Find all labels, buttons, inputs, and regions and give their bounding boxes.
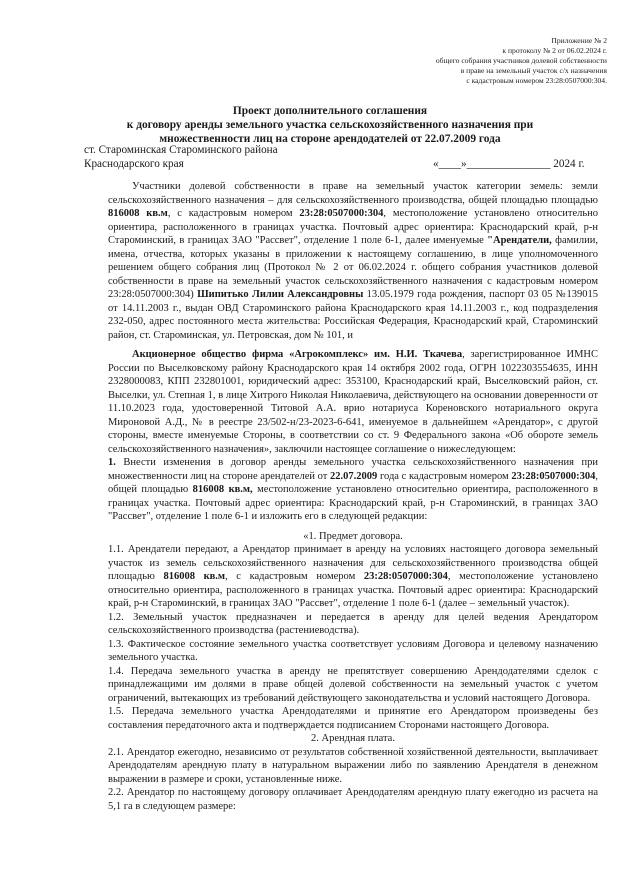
appendix-note: [347, 36, 607, 86]
appendix-line: общего собрания участников долевой собственности: [435, 56, 607, 65]
clause-1-4: 1.4. Передача земельного участка в аренду не препятствует совершению Арендодателями сделок с принадлежащими им долями в праве общей долевой собственности на земельный участок с учетом ограничений, вытекающих из требований действующего законодательства и условий настоящего Договора.: [108, 665, 598, 704]
title-line: множественности лиц на стороне арендодателей от 22.07.2009 года: [159, 133, 501, 145]
text-run: Внести изменения в договор аренды земельного участка сельскохозяйственного назначения при множественности лиц на стороне арендателей от: [108, 457, 598, 482]
signing-date: «____»_______________ 2024 г.: [433, 158, 585, 170]
clause-number: 1.: [108, 457, 116, 468]
text-run: 1.1. Арендатели передают, а Арендатор принимает в аренду на условиях настоящего договора земельный участок из земель сельскохозяйственного назначения для сельскохозяйственного производства общей площадью: [108, 544, 598, 582]
company-paragraph: [108, 348, 598, 456]
clause-2-1: 2.1. Арендатор ежегодно, независимо от результатов собственной хозяйственной деятельности, выплачивает Арендодателям арендную плату в натуральном выражении либо по заявлению Арендателя в денежном выражении в размере и сроки, установленные ниже.: [108, 746, 598, 785]
clause-1-2: 1.2. Земельный участок предназначен и передается в аренду для целей ведения Арендатором сельскохозяйственного производства (растениеводства).: [108, 611, 598, 636]
document-body: [108, 180, 598, 813]
appendix-line: к протоколу № 2 от 06.02.2024 г.: [502, 46, 607, 55]
text-run: Участники долевой собственности в праве на земельный участок категории земель: земли сельскохозяйственного назначения – для сельскохозяйственного производства, общей площадью площадью: [108, 181, 598, 206]
clause-1-3: 1.3. Фактическое состояние земельного участка соответствует условиям Договора и целевому назначению земельного участка.: [108, 638, 598, 663]
appendix-line: Приложение № 2: [551, 36, 607, 45]
text-run: местоположение установлено относительно ориентира, расположенного в границах участка. Почтовый адрес ориентира: Краснодарский край, р-н Староминский, в границах ЗАО "Рассвет", отделение 1 поле 6-1 и изложить его в следующей редакции:: [108, 484, 598, 522]
lessors-term: "Арендатели,: [487, 235, 552, 246]
title-line: Проект дополнительного соглашения: [232, 105, 428, 117]
area-value: 816008 кв.м,: [192, 484, 253, 495]
preamble-paragraph: [108, 180, 598, 342]
area-value: 816008 кв.м: [163, 571, 226, 582]
text-run: , местоположение установлено относительно ориентира, расположенного в границах участка. Почтовый адрес ориентира: Краснодарский край, р-н Староминский, в границах ЗАО "Рассвет", отделение 1 поле 6-1, далее именуемые: [108, 208, 598, 246]
text-run: , местоположение установлено относительно ориентира, расположенного в границах участка. Почтовый адрес ориентира: Краснодарский край, р-н Староминский, в границах ЗАО "Рассвет", отделение 1 поле 6-1 (далее – земельный участок).: [108, 571, 598, 609]
area-value: 816008 кв.м: [108, 208, 168, 219]
company-name: Акционерное общество фирма «Агрокомплекс» им. Н.И. Ткачева: [132, 349, 463, 360]
text-run: , зарегистрированное ИМНС России по Выселковскому району Краснодарского края 14 октября 2002 года, ОГРН 1022303554635, ИНН 2328000083, КПП 232801001, юридический адрес: 353100, Краснодарский край, Выселковский район, ст. Выселки, ул. Степная 1, в лице Хитрого Николая Николаевича, действующего на основании доверенности от 11.10.2023 года, удостоверенной Титовой А.А. врио нотариуса Кореновского нотариального округа Мироновой А.Д., № в реестре 23/502-н/23-2023-6-641, именуемое в дальнейшем «Арендатор», с другой стороны, вместе именуемые Стороны, в соответствии со ст. 9 Федерального закона «Об обороте земель сельскохозяйственного назначения», заключили настоящее соглашение о нижеследующем:: [108, 349, 599, 455]
clause-1: [108, 456, 598, 524]
appendix-line: с кадастровым номером 23:28:0507000:304.: [466, 76, 607, 85]
clause-1-1: [108, 543, 598, 611]
text-run: фамилии, имена, отчества, которых указаны в приложении к настоящему соглашению, в лице уполномоченного решением общего собрания лиц (Протокол № 2 от 06.02.2024 г. общего собрания участников долевой собственности в праве на земельный участок сельскохозяйственного назначения с кадастровым номером 23:28:0507000:304): [108, 235, 598, 300]
title-line: к договору аренды земельного участка сельскохозяйственного назначения при: [126, 119, 534, 131]
text-run: года с кадастровым номером: [377, 470, 512, 482]
cadastral-number: 23:28:0507000:304: [299, 208, 384, 219]
document-title: [60, 104, 600, 146]
appendix-line: в праве на земельный участок с/х назначения: [460, 66, 607, 75]
section-heading: «1. Предмет договора.: [303, 530, 403, 542]
section-heading: 2. Арендная плата.: [311, 733, 395, 744]
text-run: , с кадастровым номером: [225, 571, 364, 582]
place-line: Краснодарского края: [84, 158, 184, 170]
place-line: ст. Староминская Староминского района: [84, 144, 278, 156]
place-of-signing: [84, 143, 278, 171]
clause-1-5: 1.5. Передача земельного участка Арендодателями и принятие его Арендатором произведены без составления передаточного акта и подтверждается подписанием Сторонами настоящего Договора.: [108, 706, 598, 731]
cadastral-number: 23:28:0507000:304: [363, 571, 448, 582]
text-run: , общей площадью: [108, 470, 598, 495]
text-run: 13.05.1979 года рождения, паспорт 03 05 №139015 от 14.11.2003 г., выдан ОВД Староминского района Краснодарского края 14.11.2003 г., код подразделения 232-050, адрес постоянного места жительства: Российская Федерация, Краснодарский край, Староминский район, ст. Староминская, ул. Петровская, дом № 101, и: [108, 289, 599, 341]
text-run: , с кадастровым номером: [167, 208, 300, 219]
cadastral-number: 23:28:0507000:304: [511, 470, 596, 482]
clause-2-2: 2.2. Арендатор по настоящему договору оплачивает Арендодателям арендную плату ежегодно из расчета на 5,1 га в следующем размере:: [108, 787, 598, 812]
representative-name: Шипитько Лилии Александровны: [197, 289, 364, 300]
contract-date: 22.07.2009: [330, 470, 378, 482]
